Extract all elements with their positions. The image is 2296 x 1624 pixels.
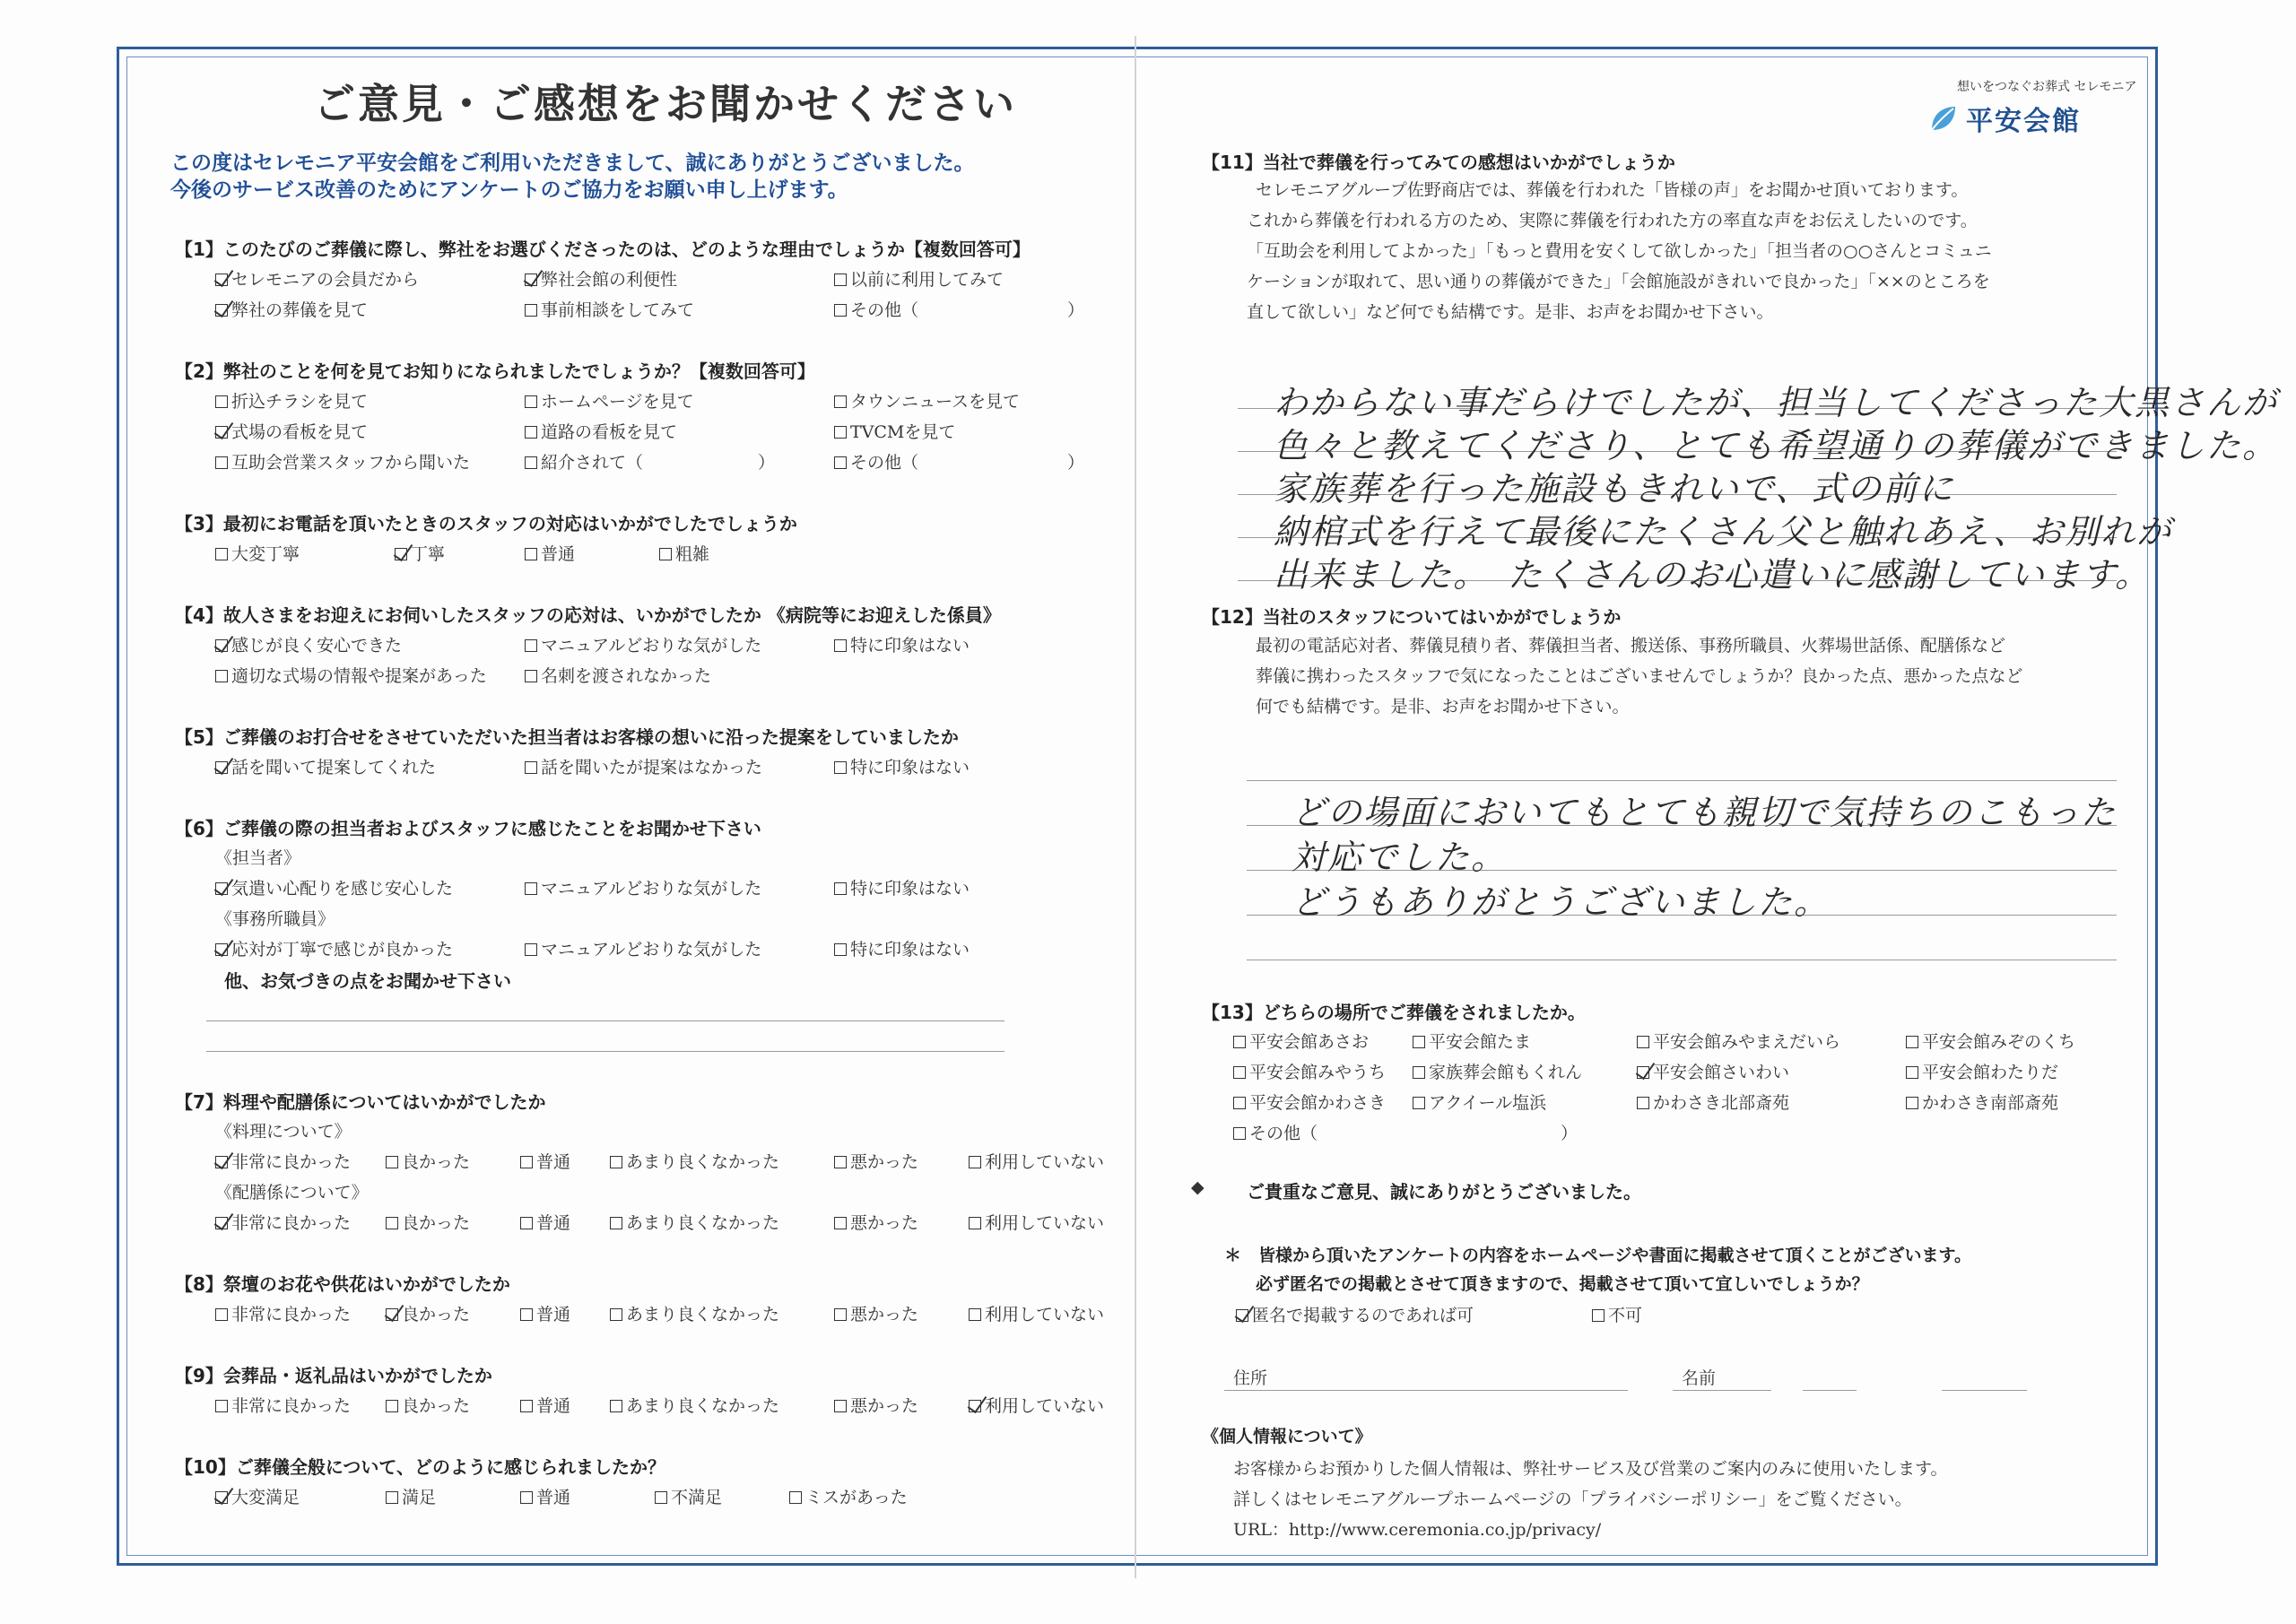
q1-option-4[interactable] bbox=[215, 297, 368, 321]
leaf-logo-icon bbox=[1928, 103, 1959, 134]
q1-option-3[interactable] bbox=[834, 266, 1004, 291]
checkbox[interactable] bbox=[1906, 1066, 1918, 1079]
checkbox[interactable] bbox=[215, 548, 228, 560]
q13-option-5[interactable] bbox=[1233, 1059, 1386, 1083]
q6-comment-line-2 bbox=[206, 1051, 1004, 1052]
q8-option-1[interactable] bbox=[215, 1301, 351, 1325]
checkbox[interactable] bbox=[215, 670, 228, 682]
q11-title: 【11】当社で葬儀を行ってみての感想はいかがでしょうか bbox=[1202, 152, 1675, 173]
q3-title: 【3】最初にお電話を頂いたときのスタッフの対応はいかがでしたでしょうか bbox=[175, 513, 797, 534]
option-label: 悪かった bbox=[850, 1213, 919, 1233]
q13-option-2[interactable] bbox=[1413, 1029, 1531, 1053]
checkbox[interactable] bbox=[386, 1400, 398, 1412]
checkbox[interactable] bbox=[834, 943, 847, 956]
checkbox[interactable] bbox=[520, 1400, 533, 1412]
option-label: 平安会館さいわい bbox=[1653, 1063, 1790, 1082]
checkbox[interactable] bbox=[215, 1217, 228, 1229]
option-label: タウンニュースを見て bbox=[850, 392, 1021, 412]
q6-office-label: 《事務所職員》 bbox=[215, 909, 335, 929]
option-label: セレモニアの会員だから bbox=[231, 270, 420, 290]
q1-option-6[interactable] bbox=[834, 297, 918, 321]
q7-food-option-5[interactable] bbox=[834, 1149, 918, 1173]
q3-option-1[interactable] bbox=[215, 541, 300, 565]
q4-title: 【4】故人さまをお迎えにお伺いしたスタッフの応対は、いかがでしたか 《病院等にお迎えした係員》 bbox=[175, 604, 1001, 626]
q11-handwritten-line-1: わからない事だらけでしたが、担当してくださった大黒さんが bbox=[1274, 383, 2279, 422]
checkbox[interactable] bbox=[1637, 1097, 1649, 1109]
checkbox[interactable] bbox=[834, 426, 847, 439]
checkbox[interactable] bbox=[395, 548, 407, 560]
q1-title: 【1】このたびのご葬儀に際し、弊社をお選びくださったのは、どのような理由でしょうか【複数回答可】 bbox=[175, 239, 1031, 260]
checkbox[interactable] bbox=[520, 1217, 533, 1229]
checkbox[interactable] bbox=[525, 943, 537, 956]
checkbox[interactable] bbox=[610, 1217, 622, 1229]
logo-tagline: 想いをつなぐお葬式 セレモニア bbox=[1957, 80, 2137, 94]
q7-food-option-1[interactable] bbox=[215, 1149, 351, 1173]
option-label: 悪かった bbox=[850, 1396, 919, 1416]
q8-option-4[interactable] bbox=[610, 1301, 779, 1325]
checkbox[interactable] bbox=[1233, 1066, 1246, 1079]
option-label: 匿名で掲載するのであれば可 bbox=[1252, 1306, 1474, 1325]
q12-handwritten-line-2: 対応でした。 bbox=[1292, 838, 1508, 877]
q9-option-4[interactable] bbox=[610, 1393, 779, 1417]
q12-body-line-2: 葬儀に携わったスタッフで気になったことはございませんでしょうか？良かった点、悪かった点など bbox=[1256, 666, 2023, 686]
q6-staff-option-2[interactable] bbox=[525, 875, 761, 899]
logo-name: 平安会館 bbox=[1966, 106, 2081, 137]
q13-option-4[interactable] bbox=[1906, 1029, 2075, 1053]
checkbox[interactable] bbox=[1906, 1036, 1918, 1048]
option-label: 気遣い心配りを感じ安心した bbox=[231, 879, 454, 899]
checkbox[interactable] bbox=[215, 1400, 228, 1412]
option-label: 紹介されて（ bbox=[541, 453, 644, 473]
q2-option-1[interactable] bbox=[215, 388, 368, 413]
option-label: 互助会営業スタッフから聞いた bbox=[231, 453, 471, 473]
checkbox[interactable] bbox=[789, 1491, 802, 1504]
q13-option-6[interactable] bbox=[1413, 1059, 1582, 1083]
publish-notice-1: ＊ 皆様から頂いたアンケートの内容をホームページや書面に掲載させて頂くことがございます。 bbox=[1224, 1246, 1971, 1265]
option-label: マニュアルどおりな気がした bbox=[541, 636, 762, 656]
checkbox[interactable] bbox=[215, 456, 228, 469]
option-label: ホームページを見て bbox=[541, 392, 694, 412]
q11-body-line-5: 直して欲しい」など何でも結構です。是非、お声をお聞かせ下さい。 bbox=[1247, 302, 1774, 322]
q8-option-2[interactable] bbox=[386, 1301, 470, 1325]
q11-body-line-3: 「互助会を利用してよかった」「もっと費用を安くして欲しかった」「担当者の○○さんとコミュニ bbox=[1247, 241, 1992, 261]
q11-body-line-1: セレモニアグループ佐野商店では、葬儀を行われた「皆様の声」をお聞かせ頂いております。 bbox=[1256, 180, 1969, 200]
q7-service-option-4[interactable] bbox=[610, 1210, 779, 1234]
option-label: 平安会館かわさき bbox=[1249, 1093, 1387, 1113]
name-line-3 bbox=[1942, 1390, 2027, 1391]
checkbox[interactable] bbox=[386, 1308, 398, 1321]
privacy-line-1: お客様からお預かりした個人情報は、弊社サービス及び営業のご案内のみに使用いたします。 bbox=[1233, 1459, 1948, 1479]
checkbox[interactable] bbox=[834, 456, 847, 469]
option-label: 大変満足 bbox=[231, 1488, 300, 1507]
q7-service-option-5[interactable] bbox=[834, 1210, 918, 1234]
q13-option-13[interactable] bbox=[1233, 1120, 1318, 1144]
checkbox[interactable] bbox=[655, 1491, 667, 1504]
q7-food-option-2[interactable] bbox=[386, 1149, 470, 1173]
option-label: 満足 bbox=[402, 1488, 437, 1507]
option-label: 特に印象はない bbox=[850, 940, 970, 960]
q2-option-4[interactable] bbox=[215, 419, 368, 443]
checkbox[interactable] bbox=[215, 882, 228, 895]
option-label: 悪かった bbox=[850, 1152, 919, 1172]
q8-title: 【8】祭壇のお花や供花はいかがでしたか bbox=[175, 1273, 510, 1295]
option-label: 家族葬会館もくれん bbox=[1429, 1063, 1583, 1082]
intro-line-2: 今後のサービス改善のためにアンケートのご協力をお願い申し上げます。 bbox=[170, 178, 848, 202]
q9-option-6[interactable] bbox=[969, 1393, 1104, 1417]
q10-option-4[interactable] bbox=[655, 1484, 722, 1508]
checkbox[interactable] bbox=[659, 548, 672, 560]
option-label: 利用していない bbox=[985, 1396, 1105, 1416]
q12-answer-line-1 bbox=[1247, 780, 2117, 781]
q5-option-3[interactable] bbox=[834, 754, 970, 778]
publish-consent-yes[interactable] bbox=[1236, 1302, 1474, 1326]
q4-option-5[interactable] bbox=[525, 663, 711, 687]
page-title: ご意見・ご感想をお聞かせください bbox=[314, 80, 1017, 128]
q2-option-9[interactable] bbox=[834, 449, 918, 473]
checkbox[interactable] bbox=[834, 882, 847, 895]
option-label: 平安会館みやまえだいら bbox=[1653, 1032, 1841, 1052]
option-label: 以前に利用してみて bbox=[850, 270, 1004, 290]
option-label: あまり良くなかった bbox=[626, 1396, 780, 1416]
option-label: 弊社会館の利便性 bbox=[541, 270, 678, 290]
intro-line-1: この度はセレモニア平安会館をご利用いただきまして、誠にありがとうございました。 bbox=[170, 152, 975, 175]
checkbox[interactable] bbox=[386, 1491, 398, 1504]
checkbox[interactable] bbox=[215, 943, 228, 956]
checkbox[interactable] bbox=[969, 1156, 981, 1168]
option-label: 話を聞いて提案してくれた bbox=[231, 758, 437, 777]
q12-title: 【12】当社のスタッフについてはいかがでしょうか bbox=[1202, 606, 1622, 628]
option-label: かわさき南部斎苑 bbox=[1922, 1093, 2059, 1113]
option-label: その他（ bbox=[1249, 1124, 1318, 1143]
q7-service-option-2[interactable] bbox=[386, 1210, 470, 1234]
option-label: TVCMを見て bbox=[850, 422, 956, 442]
q7-food-option-3[interactable] bbox=[520, 1149, 570, 1173]
q8-option-6[interactable] bbox=[969, 1301, 1104, 1325]
q8-option-3[interactable] bbox=[520, 1301, 570, 1325]
publish-notice-2: 必ず匿名での掲載とさせて頂きますので、掲載させて頂いて宜しいでしょうか？ bbox=[1256, 1274, 1869, 1294]
q4-option-2[interactable] bbox=[525, 632, 761, 656]
privacy-line-2: 詳しくはセレモニアグループホームページの「プライバシーポリシー」をご覧ください。 bbox=[1233, 1489, 1912, 1509]
checkbox[interactable] bbox=[1413, 1066, 1425, 1079]
q13-title: 【13】どちらの場所でご葬儀をされましたか。 bbox=[1202, 1002, 1586, 1023]
q13-option-7[interactable] bbox=[1637, 1059, 1789, 1083]
checkbox[interactable] bbox=[610, 1400, 622, 1412]
q2-option-6[interactable] bbox=[834, 419, 955, 443]
q2-close-paren-1: ） bbox=[758, 453, 776, 473]
q10-option-2[interactable] bbox=[386, 1484, 436, 1508]
q13-close-paren: ） bbox=[1561, 1124, 1578, 1143]
checkbox[interactable] bbox=[520, 1308, 533, 1321]
checkbox[interactable] bbox=[834, 1308, 847, 1321]
q2-option-7[interactable] bbox=[215, 449, 470, 473]
option-label: 非常に良かった bbox=[231, 1213, 352, 1233]
q9-option-1[interactable] bbox=[215, 1393, 351, 1417]
q7-service-option-6[interactable] bbox=[969, 1210, 1104, 1234]
q1-option-2[interactable] bbox=[525, 266, 677, 291]
option-label: その他（ bbox=[850, 300, 919, 320]
option-label: 不満足 bbox=[671, 1488, 723, 1507]
checkbox[interactable] bbox=[1233, 1097, 1246, 1109]
checkbox[interactable] bbox=[215, 761, 228, 774]
checkbox[interactable] bbox=[215, 274, 228, 286]
q6-staff-option-1[interactable] bbox=[215, 875, 453, 899]
option-label: 感じが良く安心できた bbox=[231, 636, 403, 656]
name-line-2 bbox=[1803, 1390, 1857, 1391]
q13-option-12[interactable] bbox=[1906, 1090, 2058, 1114]
q2-title: 【2】弊社のことを何を見てお知りになられましたでしょうか？【複数回答可】 bbox=[175, 360, 815, 382]
q11-body-line-4: ケーションが取れて、思い通りの葬儀ができた」「会館施設がきれいで良かった」「××のところを bbox=[1247, 272, 1990, 291]
q2-option-2[interactable] bbox=[525, 388, 694, 413]
option-label: 丁寧 bbox=[411, 544, 446, 564]
option-label: 平安会館わたりだ bbox=[1922, 1063, 2059, 1082]
q9-title: 【9】会葬品・返礼品はいかがでしたか bbox=[175, 1365, 492, 1386]
q7-service-option-3[interactable] bbox=[520, 1210, 570, 1234]
q11-handwritten-line-5: 出来ました。 たくさんのお心遣いに感謝しています。 bbox=[1274, 555, 2151, 595]
option-label: 非常に良かった bbox=[231, 1152, 352, 1172]
q1-option-1[interactable] bbox=[215, 266, 419, 291]
option-label: あまり良くなかった bbox=[626, 1152, 780, 1172]
checkbox[interactable] bbox=[1637, 1066, 1649, 1079]
option-label: 大変丁寧 bbox=[231, 544, 300, 564]
option-label: 良かった bbox=[402, 1152, 471, 1172]
option-label: 利用していない bbox=[985, 1213, 1105, 1233]
q12-handwritten-line-1: どの場面においてもとても親切で気持ちのこもった bbox=[1292, 793, 2118, 832]
q6-office-option-3[interactable] bbox=[834, 936, 970, 960]
checkbox[interactable] bbox=[520, 1491, 533, 1504]
option-label: 名刺を渡されなかった bbox=[541, 666, 712, 686]
q10-option-1[interactable] bbox=[215, 1484, 300, 1508]
checkbox[interactable] bbox=[834, 1156, 847, 1168]
q3-option-4[interactable] bbox=[659, 541, 709, 565]
option-label: 応対が丁寧で感じが良かった bbox=[231, 940, 454, 960]
q9-option-5[interactable] bbox=[834, 1393, 918, 1417]
q11-body-line-2: これから葬儀を行われる方のため、実際に葬儀を行われた方の率直な声をお伝えしたいのです。 bbox=[1247, 211, 1978, 230]
q3-option-2[interactable] bbox=[395, 541, 445, 565]
checkbox[interactable] bbox=[1592, 1309, 1605, 1322]
q1-close-paren: ） bbox=[1067, 300, 1085, 320]
checkbox[interactable] bbox=[525, 395, 537, 408]
option-label: 利用していない bbox=[985, 1305, 1105, 1324]
q5-option-1[interactable] bbox=[215, 754, 436, 778]
option-label: 特に印象はない bbox=[850, 758, 970, 777]
option-label: あまり良くなかった bbox=[626, 1213, 780, 1233]
option-label: 普通 bbox=[536, 1305, 571, 1324]
checkbox[interactable] bbox=[1413, 1097, 1425, 1109]
q13-option-9[interactable] bbox=[1233, 1090, 1386, 1114]
q10-option-5[interactable] bbox=[789, 1484, 908, 1508]
checkbox[interactable] bbox=[215, 304, 228, 317]
q6-office-option-1[interactable] bbox=[215, 936, 453, 960]
q5-option-2[interactable] bbox=[525, 754, 762, 778]
checkbox[interactable] bbox=[520, 1156, 533, 1168]
checkbox[interactable] bbox=[610, 1156, 622, 1168]
q2-option-5[interactable] bbox=[525, 419, 677, 443]
checkbox[interactable] bbox=[834, 1400, 847, 1412]
q11-handwritten-line-4: 納棺式を行えて最後にたくさん父と触れあえ、お別れが bbox=[1274, 512, 2173, 551]
q4-option-3[interactable] bbox=[834, 632, 970, 656]
q13-option-3[interactable] bbox=[1637, 1029, 1840, 1053]
checkbox[interactable] bbox=[834, 761, 847, 774]
q13-option-8[interactable] bbox=[1906, 1059, 2058, 1083]
q12-handwritten-line-3: どうもありがとうございました。 bbox=[1292, 882, 1831, 922]
checkbox[interactable] bbox=[215, 1308, 228, 1321]
checkbox[interactable] bbox=[525, 426, 537, 439]
q12-body-line-1: 最初の電話応対者、葬儀見積り者、葬儀担当者、搬送係、事務所職員、火葬場世話係、配膳係など bbox=[1256, 636, 2006, 656]
option-label: 折込チラシを見て bbox=[231, 392, 369, 412]
brand-logo bbox=[1928, 77, 2136, 138]
address-label: 住所 bbox=[1233, 1368, 1268, 1388]
checkbox[interactable] bbox=[215, 426, 228, 439]
q13-option-10[interactable] bbox=[1413, 1090, 1546, 1114]
checkbox[interactable] bbox=[1637, 1036, 1649, 1048]
checkbox[interactable] bbox=[1906, 1097, 1918, 1109]
option-label: 平安会館みぞのくち bbox=[1922, 1032, 2076, 1052]
checkbox[interactable] bbox=[525, 456, 537, 469]
q12-body-line-3: 何でも結構です。是非、お声をお聞かせ下さい。 bbox=[1256, 697, 1630, 716]
option-label: 平安会館たま bbox=[1429, 1032, 1532, 1052]
q2-close-paren-2: ） bbox=[1067, 453, 1085, 473]
name-label: 名前 bbox=[1682, 1368, 1717, 1388]
option-label: 弊社の葬儀を見て bbox=[231, 300, 369, 320]
q13-option-11[interactable] bbox=[1637, 1090, 1789, 1114]
checkbox[interactable] bbox=[525, 882, 537, 895]
publish-consent-no[interactable] bbox=[1592, 1302, 1642, 1326]
name-line-1 bbox=[1673, 1390, 1771, 1391]
checkbox[interactable] bbox=[969, 1217, 981, 1229]
privacy-title: 《個人情報について》 bbox=[1202, 1427, 1372, 1446]
option-label: 粗雑 bbox=[675, 544, 710, 564]
checkbox[interactable] bbox=[1413, 1036, 1425, 1048]
option-label: 良かった bbox=[402, 1213, 471, 1233]
q8-option-5[interactable] bbox=[834, 1301, 918, 1325]
option-label: 普通 bbox=[536, 1488, 571, 1507]
option-label: 話を聞いたが提案はなかった bbox=[541, 758, 763, 777]
option-label: 事前相談をしてみて bbox=[541, 300, 695, 320]
q11-handwritten-line-2: 色々と教えてくださり、とても希望通りの葬儀ができました。 bbox=[1274, 426, 2279, 465]
q7-title: 【7】料理や配膳係についてはいかがでしたか bbox=[175, 1091, 546, 1113]
thanks-message: ご貴重なご意見、誠にありがとうございました。 bbox=[1247, 1181, 1641, 1203]
q7-service-option-1[interactable] bbox=[215, 1210, 351, 1234]
option-label: 道路の看板を見て bbox=[541, 422, 678, 442]
option-label: 悪かった bbox=[850, 1305, 919, 1324]
option-label: 式場の看板を見て bbox=[231, 422, 369, 442]
diamond-bullet: ◆ bbox=[1191, 1177, 1205, 1197]
q3-option-3[interactable] bbox=[525, 541, 575, 565]
checkbox[interactable] bbox=[525, 274, 537, 286]
option-label: 普通 bbox=[541, 544, 576, 564]
q10-title: 【10】ご葬儀全般について、どのように感じられましたか？ bbox=[175, 1456, 666, 1478]
option-label: 良かった bbox=[402, 1305, 471, 1324]
option-label: あまり良くなかった bbox=[626, 1305, 780, 1324]
checkbox[interactable] bbox=[610, 1308, 622, 1321]
checkbox[interactable] bbox=[969, 1308, 981, 1321]
q6-staff-option-3[interactable] bbox=[834, 875, 970, 899]
checkbox[interactable] bbox=[834, 639, 847, 652]
q13-option-1[interactable] bbox=[1233, 1029, 1369, 1053]
option-label: 普通 bbox=[536, 1152, 571, 1172]
q9-option-2[interactable] bbox=[386, 1393, 470, 1417]
q10-option-3[interactable] bbox=[520, 1484, 570, 1508]
option-label: 特に印象はない bbox=[850, 636, 970, 656]
q2-option-3[interactable] bbox=[834, 388, 1020, 413]
option-label: アクイール塩浜 bbox=[1429, 1093, 1547, 1113]
checkbox[interactable] bbox=[834, 1217, 847, 1229]
option-label: 平安会館あさお bbox=[1249, 1032, 1370, 1052]
q6-comment-line-1 bbox=[206, 1020, 1004, 1021]
q9-option-3[interactable] bbox=[520, 1393, 570, 1417]
q2-option-8[interactable] bbox=[525, 449, 643, 473]
checkbox[interactable] bbox=[834, 274, 847, 286]
checkbox[interactable] bbox=[525, 639, 537, 652]
checkbox[interactable] bbox=[525, 761, 537, 774]
q6-other-label: 他、お気づきの点をお聞かせ下さい bbox=[224, 970, 511, 992]
q7-food-label: 《料理について》 bbox=[215, 1122, 352, 1142]
checkbox[interactable] bbox=[525, 548, 537, 560]
option-label: 不可 bbox=[1608, 1306, 1643, 1325]
option-label: 非常に良かった bbox=[231, 1396, 352, 1416]
option-label: かわさき北部斎苑 bbox=[1653, 1093, 1790, 1113]
checkbox[interactable] bbox=[969, 1400, 981, 1412]
checkbox[interactable] bbox=[525, 670, 537, 682]
checkbox[interactable] bbox=[525, 304, 537, 317]
q7-food-option-6[interactable] bbox=[969, 1149, 1104, 1173]
option-label: 普通 bbox=[536, 1213, 571, 1233]
option-label: 良かった bbox=[402, 1396, 471, 1416]
privacy-url: URL：http://www.ceremonia.co.jp/privacy/ bbox=[1233, 1520, 1602, 1540]
q4-option-4[interactable] bbox=[215, 663, 487, 687]
option-label: 非常に良かった bbox=[231, 1305, 352, 1324]
checkbox[interactable] bbox=[215, 639, 228, 652]
q4-option-1[interactable] bbox=[215, 632, 402, 656]
checkbox[interactable] bbox=[1233, 1127, 1246, 1140]
option-label: 普通 bbox=[536, 1396, 571, 1416]
option-label: マニュアルどおりな気がした bbox=[541, 940, 762, 960]
q7-service-label: 《配膳係について》 bbox=[215, 1183, 369, 1203]
address-line bbox=[1224, 1390, 1628, 1391]
option-label: 適切な式場の情報や提案があった bbox=[231, 666, 487, 686]
option-label: マニュアルどおりな気がした bbox=[541, 879, 762, 899]
option-label: 特に印象はない bbox=[850, 879, 970, 899]
checkbox[interactable] bbox=[834, 395, 847, 408]
checkbox[interactable] bbox=[386, 1217, 398, 1229]
q6-title: 【6】ご葬儀の際の担当者およびスタッフに感じたことをお聞かせ下さい bbox=[175, 818, 761, 839]
option-label: 利用していない bbox=[985, 1152, 1105, 1172]
checkbox[interactable] bbox=[386, 1156, 398, 1168]
checkbox[interactable] bbox=[215, 1491, 228, 1504]
q1-option-5[interactable] bbox=[525, 297, 694, 321]
q6-staff-label: 《担当者》 bbox=[215, 848, 301, 868]
q7-food-option-4[interactable] bbox=[610, 1149, 779, 1173]
checkbox[interactable] bbox=[1236, 1309, 1248, 1322]
checkbox[interactable] bbox=[1233, 1036, 1246, 1048]
option-label: ミスがあった bbox=[805, 1488, 908, 1507]
checkbox[interactable] bbox=[215, 395, 228, 408]
option-label: その他（ bbox=[850, 453, 919, 473]
checkbox[interactable] bbox=[215, 1156, 228, 1168]
q11-handwritten-line-3: 家族葬を行った施設もきれいで、式の前に bbox=[1274, 469, 1955, 508]
page-fold-line bbox=[1135, 36, 1136, 1578]
q5-title: 【5】ご葬儀のお打合せをさせていただいた担当者はお客様の想いに沿った提案をしていましたか bbox=[175, 726, 959, 748]
checkbox[interactable] bbox=[834, 304, 847, 317]
option-label: 平安会館みやうち bbox=[1249, 1063, 1387, 1082]
q6-office-option-2[interactable] bbox=[525, 936, 761, 960]
